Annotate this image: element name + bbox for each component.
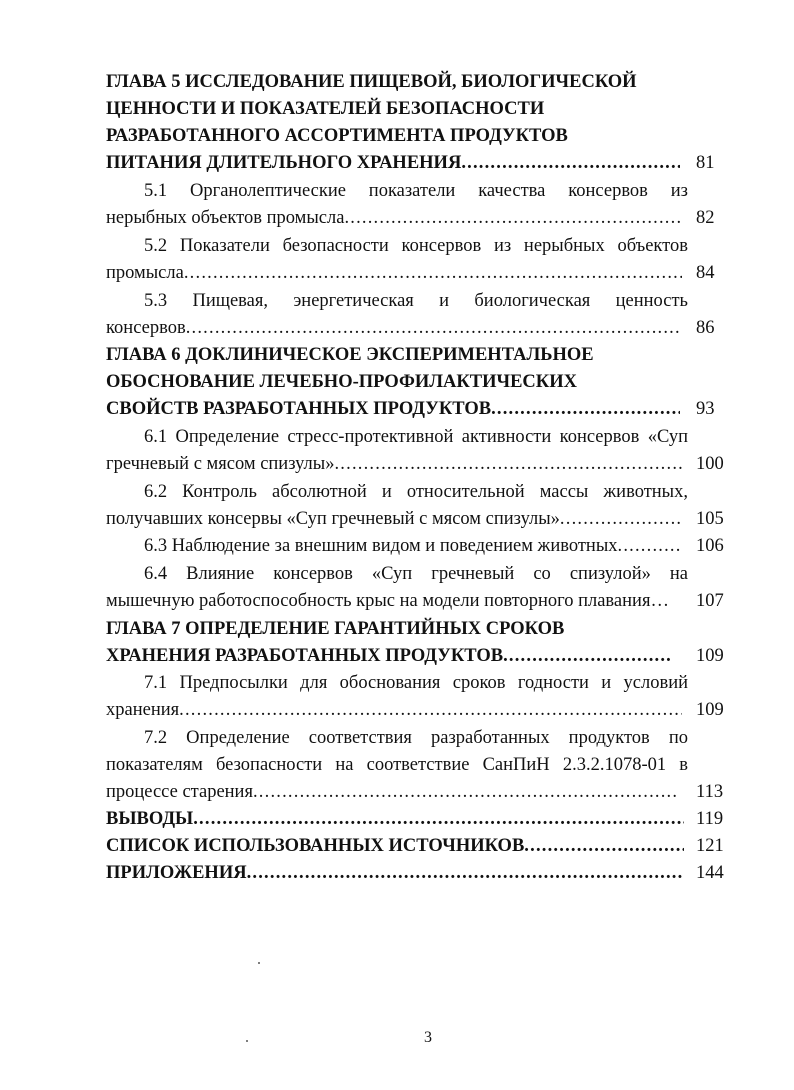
toc-entry-chapter-5 <box>106 151 680 175</box>
toc-line: нерыбных объектов промысла <box>106 208 345 228</box>
scan-speck <box>258 962 260 964</box>
toc-page-number: 93 <box>696 399 715 419</box>
toc-page-number: 105 <box>696 509 724 529</box>
toc-leader <box>334 452 682 476</box>
toc-page-number: 144 <box>696 863 724 883</box>
toc-leader <box>344 206 682 230</box>
toc-page-number: 119 <box>696 809 724 829</box>
toc-line: 5.1 Органолептические показатели качества консервов из <box>144 181 688 201</box>
toc-line: 5.3 Пищевая, энергетическая и биологическая ценность <box>144 291 688 311</box>
toc-entry-5-1 <box>106 206 682 230</box>
toc-entry-7-1 <box>106 698 682 722</box>
toc-entry-5-3 <box>106 316 682 340</box>
toc-leader <box>186 316 682 340</box>
toc-page-number: 113 <box>696 782 724 802</box>
toc-line: 7.2 Определение соответствия разработанных продуктов по <box>144 728 688 748</box>
toc-leader <box>524 834 684 858</box>
toc-page-number: 82 <box>696 208 715 228</box>
toc-page-number: 86 <box>696 318 715 338</box>
toc-entry-chapter-6 <box>106 397 680 421</box>
toc-page-number: 100 <box>696 454 724 474</box>
toc-line: ГЛАВА 6 ДОКЛИНИЧЕСКОЕ ЭКСПЕРИМЕНТАЛЬНОЕ <box>106 345 594 365</box>
toc-entry-6-3 <box>144 534 682 558</box>
toc-line: СПИСОК ИСПОЛЬЗОВАННЫХ ИСТОЧНИКОВ <box>106 836 525 856</box>
toc-line: хранения <box>106 700 180 720</box>
toc-line: ПРИЛОЖЕНИЯ <box>106 863 247 883</box>
toc-line: ВЫВОДЫ <box>106 809 194 829</box>
toc-page-number: 81 <box>696 153 715 173</box>
toc-line: 7.1 Предпосылки для обоснования сроков годности и условий <box>144 673 688 693</box>
toc-line: мышечную работоспособность крыс на модели повторного плавания… <box>106 591 669 611</box>
toc-page-number: 109 <box>696 646 724 666</box>
toc-leader <box>247 861 682 885</box>
toc-line: 5.2 Показатели безопасности консервов из нерыбных объектов <box>144 236 688 256</box>
toc-line: СВОЙСТВ РАЗРАБОТАННЫХ ПРОДУКТОВ <box>106 399 492 419</box>
toc-line: показателям безопасности на соответствие СанПиН 2.3.2.1078-01 в <box>106 755 688 775</box>
toc-page-number: 109 <box>696 700 724 720</box>
toc-leader <box>193 807 684 831</box>
toc-leader <box>618 534 683 558</box>
toc-line: ХРАНЕНИЯ РАЗРАБОТАННЫХ ПРОДУКТОВ <box>106 646 504 666</box>
toc-entry-7-2 <box>106 780 676 804</box>
scan-speck <box>246 1040 248 1042</box>
toc-leader <box>461 151 680 175</box>
toc-line: ГЛАВА 7 ОПРЕДЕЛЕНИЕ ГАРАНТИЙНЫХ СРОКОВ <box>106 619 565 639</box>
toc-line: ОБОСНОВАНИЕ ЛЕЧЕБНО-ПРОФИЛАКТИЧЕСКИХ <box>106 372 577 392</box>
toc-line: процессе старения <box>106 782 253 802</box>
toc-leader <box>491 397 680 421</box>
toc-leader <box>184 261 682 285</box>
toc-leader <box>179 698 682 722</box>
toc-line: гречневый с мясом спизулы» <box>106 454 335 474</box>
toc-line: ГЛАВА 5 ИССЛЕДОВАНИЕ ПИЩЕВОЙ, БИОЛОГИЧЕСКОЙ <box>106 72 637 92</box>
toc-page-number: 84 <box>696 263 715 283</box>
toc-entry-chapter-7 <box>106 644 672 668</box>
toc-entry-5-2 <box>106 261 682 285</box>
toc-line: ЦЕННОСТИ И ПОКАЗАТЕЛЕЙ БЕЗОПАСНОСТИ <box>106 99 545 119</box>
toc-line: ПИТАНИЯ ДЛИТЕЛЬНОГО ХРАНЕНИЯ <box>106 153 462 173</box>
toc-line: 6.1 Определение стресс-протективной активности консервов «Суп <box>144 427 688 447</box>
toc-page-number: 106 <box>696 536 724 556</box>
toc-leader <box>503 644 672 668</box>
toc-line: получавших консервы «Суп гречневый с мясом спизулы» <box>106 509 560 529</box>
toc-entry-6-1 <box>106 452 682 476</box>
toc-page-number: 107 <box>696 591 724 611</box>
page-number: 3 <box>424 1029 432 1046</box>
toc-page-number: 121 <box>696 836 724 856</box>
toc-line: промысла <box>106 263 184 283</box>
toc-line: 6.4 Влияние консервов «Суп гречневый со спизулой» на <box>144 564 688 584</box>
toc-entry-6-2 <box>106 507 682 531</box>
toc-leader <box>253 780 676 804</box>
toc-line: 6.3 Наблюдение за внешним видом и поведением животных <box>144 536 618 556</box>
toc-entry-conclusions <box>106 807 684 831</box>
toc-line: 6.2 Контроль абсолютной и относительной массы животных, <box>144 482 688 502</box>
toc-line: РАЗРАБОТАННОГО АССОРТИМЕНТА ПРОДУКТОВ <box>106 126 568 146</box>
toc-entry-appendices <box>106 861 682 885</box>
toc-entry-references <box>106 834 684 858</box>
toc-line: консервов <box>106 318 186 338</box>
toc-leader <box>560 507 682 531</box>
